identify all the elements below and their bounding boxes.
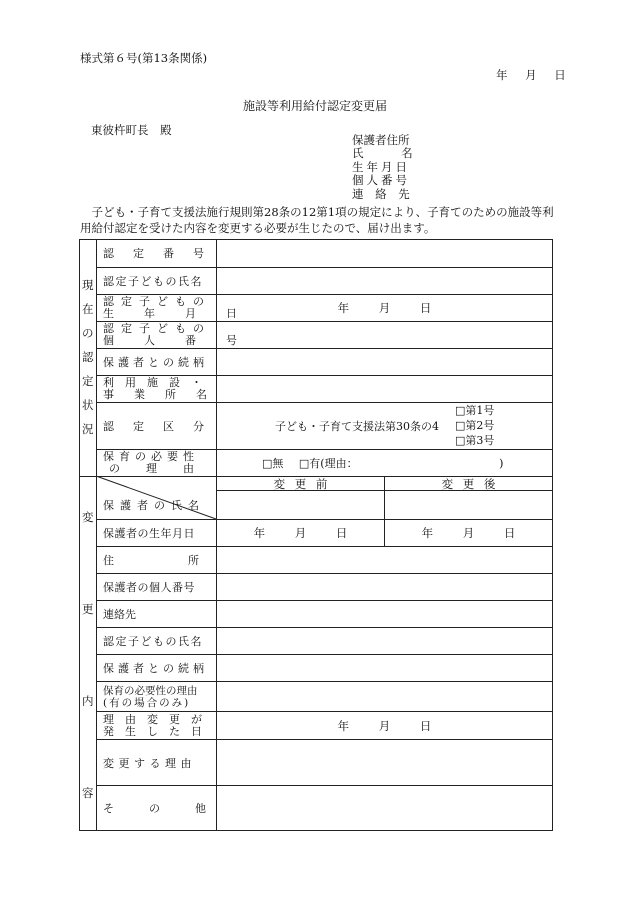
option-type-1-checkbox[interactable]: □第1号 (455, 404, 495, 417)
label-contact: 連絡先 (103, 608, 136, 621)
label-child-birthdate: 認定子どもの 生年月日 (103, 295, 267, 320)
after-header: 変 更 後 (441, 476, 496, 491)
field-guardian-personal-number[interactable] (217, 574, 552, 600)
field-certification-category: 子ども・子育て支援法第30条の4 (275, 420, 439, 433)
field-child-name[interactable] (217, 268, 552, 294)
field-necessity-reason[interactable]: □無 □有(理由： (262, 457, 358, 470)
applicant-name-label: 氏 名 (352, 146, 413, 161)
field-facility-name[interactable] (217, 376, 552, 402)
category-options (455, 403, 494, 448)
field-certification-number[interactable] (217, 240, 552, 267)
submission-date: 年 月 日 (496, 68, 566, 82)
addressee: 東彼杵町長 殿 (91, 123, 172, 137)
field-guardian-name-before[interactable] (217, 491, 384, 519)
before-header: 変 更 前 (273, 476, 328, 491)
field-child-personal-number[interactable] (217, 322, 552, 348)
form-table (79, 239, 553, 831)
page-title: 施設等利用給付認定変更届 (242, 99, 387, 113)
label-change-reason: 変更する理由 (103, 756, 196, 770)
label-changed-necessity-reason: 保育の必要性の理由 (有の場合のみ) (103, 684, 198, 709)
label-child-personal-number: 認定子どもの 個人番号 (103, 322, 267, 347)
option-type-2-checkbox[interactable]: □第2号 (455, 419, 495, 432)
label-guardian-birthdate: 保護者の生年月日 (103, 527, 195, 540)
field-guardian-birthdate-after[interactable]: 年 月 日 (421, 526, 516, 540)
field-child-birthdate[interactable]: 年 月 日 (337, 301, 432, 315)
field-relationship[interactable] (217, 349, 552, 375)
applicant-contact-label: 連 絡 先 (352, 186, 410, 201)
label-changed-relationship: 保護者との続柄 (103, 662, 208, 675)
label-address: 住所 (103, 554, 273, 567)
label-changed-child-name: 認定子どもの氏名 (103, 635, 203, 648)
label-child-name: 認定子どもの氏名 (103, 275, 203, 288)
label-certification-number: 認定番号 (103, 247, 223, 260)
label-relationship: 保護者との続柄 (103, 356, 208, 369)
field-changed-relationship[interactable] (217, 655, 552, 681)
field-reason-change-date[interactable]: 年 月 日 (337, 718, 432, 733)
necessity-reason-close: ) (499, 456, 504, 470)
label-reason-change-date: 理由変更が 発生した日 (103, 712, 213, 738)
applicant-personal-number-label: 個人番号 (352, 173, 410, 188)
form-number: 様式第６号(第13条関係) (80, 51, 208, 65)
field-address[interactable] (217, 547, 552, 573)
field-guardian-birthdate-before[interactable]: 年 月 日 (253, 526, 348, 540)
label-other: その他 (103, 802, 241, 815)
field-changed-necessity-reason[interactable] (217, 682, 552, 711)
field-other[interactable] (217, 786, 552, 830)
label-certification-category: 認定区分 (103, 420, 223, 433)
field-guardian-name-after[interactable] (385, 491, 552, 519)
applicant-birthdate-label: 生年月日 (352, 159, 410, 174)
field-change-reason[interactable] (217, 740, 552, 785)
field-changed-child-name[interactable] (217, 628, 552, 654)
statement-text: 子ども・子育て支援法施行規則第28条の12第1項の規定により、子育てのための施設等利用給付認定を受けた内容を変更する必要が生じたので、届け出ます。 (80, 205, 554, 235)
current-status-side-label: 現 在 の 認 定 状 況 (82, 278, 94, 436)
option-type-3-checkbox[interactable]: □第3号 (455, 434, 495, 447)
applicant-address-label: 保護者住所 (352, 133, 410, 147)
applicant-info (352, 134, 413, 201)
label-facility-name: 利用施設・ 事業所名 (103, 376, 227, 401)
label-guardian-personal-number: 保護者の個人番号 (103, 581, 195, 594)
label-guardian-name: 保護者の氏名 (103, 499, 205, 512)
label-necessity-reason: 保育の必要性 の理由 (103, 450, 220, 475)
changes-side-label: 変 更 内 容 (82, 510, 94, 800)
field-contact[interactable] (217, 601, 552, 627)
